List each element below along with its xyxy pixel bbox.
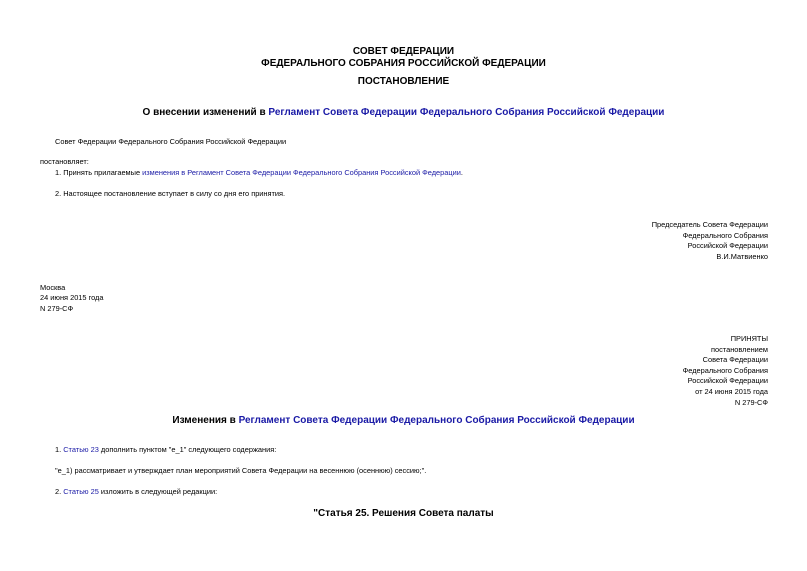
item-1-reglament-link[interactable]: Регламент Совета Федерации Федерального Собрания Российской Федерации (187, 168, 461, 177)
item-2: 2. Настоящее постановление вступает в силу со дня его принятия. (55, 189, 286, 198)
change-2 (55, 487, 217, 498)
title-reglament-link[interactable]: Регламент Совета Федерации Федерального Собрания Российской Федерации (268, 107, 665, 118)
place-date-block (40, 283, 103, 314)
changes-title-reglament-link[interactable]: Регламент Совета Федерации Федерального Собрания Российской Федерации (238, 415, 635, 426)
change-2-prefix: 2. (55, 487, 64, 496)
change-1-suffix: дополнить пунктом "е_1" следующего содержания: (98, 445, 277, 454)
approval-line-6: от 24 июня 2015 года (695, 386, 768, 396)
date: 24 июня 2015 года (40, 293, 104, 303)
signature-line-1: Председатель Совета Федерации (651, 220, 768, 229)
title-prefix: О внесении изменений в (142, 107, 269, 118)
approval-line-3: Совета Федерации (702, 355, 768, 365)
intro-text: Совет Федерации Федерального Собрания Российской Федерации (55, 137, 287, 146)
document-title (0, 107, 807, 118)
item-1-prefix: 1. Принять прилагаемые (55, 168, 143, 177)
change-1-text: "е_1) рассматривает и утверждает план мероприятий Совета Федерации на весеннюю (осеннюю) сессию;". (55, 466, 427, 475)
signature-line-2: Федерального Собрания (682, 230, 768, 240)
signature-block (652, 220, 768, 262)
article-25-heading: "Статья 25. Решения Совета палаты (313, 508, 494, 519)
item-1 (55, 168, 463, 179)
resolves-text: постановляет: (40, 157, 89, 166)
item-1-changes-link[interactable]: изменения (142, 168, 180, 177)
header-line-2: ФЕДЕРАЛЬНОГО СОБРАНИЯ РОССИЙСКОЙ ФЕДЕРАЦИИ (261, 58, 546, 69)
approval-line-2: постановлением (711, 344, 768, 354)
item-1-suffix: . (460, 168, 463, 177)
article-23-link[interactable]: Статью 23 (63, 445, 99, 454)
approval-block (683, 334, 768, 408)
article-25-link[interactable]: Статью 25 (63, 487, 99, 496)
document-number: N 279-СФ (40, 303, 74, 313)
changes-title (0, 415, 807, 426)
approval-line-4: Федерального Собрания (682, 365, 768, 375)
approval-line-5: Российской Федерации (687, 376, 768, 386)
item-1-middle: в (179, 168, 188, 177)
doc-type-heading: ПОСТАНОВЛЕНИЕ (357, 76, 450, 87)
approval-line-1: ПРИНЯТЫ (730, 334, 768, 343)
change-1 (55, 445, 276, 456)
header-line-1: СОВЕТ ФЕДЕРАЦИИ (352, 46, 455, 57)
changes-title-prefix: Изменения в (172, 415, 239, 426)
city: Москва (40, 283, 66, 292)
change-1-prefix: 1. (55, 445, 64, 454)
signature-name: В.И.Матвиенко (716, 251, 768, 261)
signature-line-3: Российской Федерации (687, 241, 768, 251)
change-2-suffix: изложить в следующей редакции: (98, 487, 218, 496)
approval-line-7: N 279-СФ (734, 397, 768, 407)
